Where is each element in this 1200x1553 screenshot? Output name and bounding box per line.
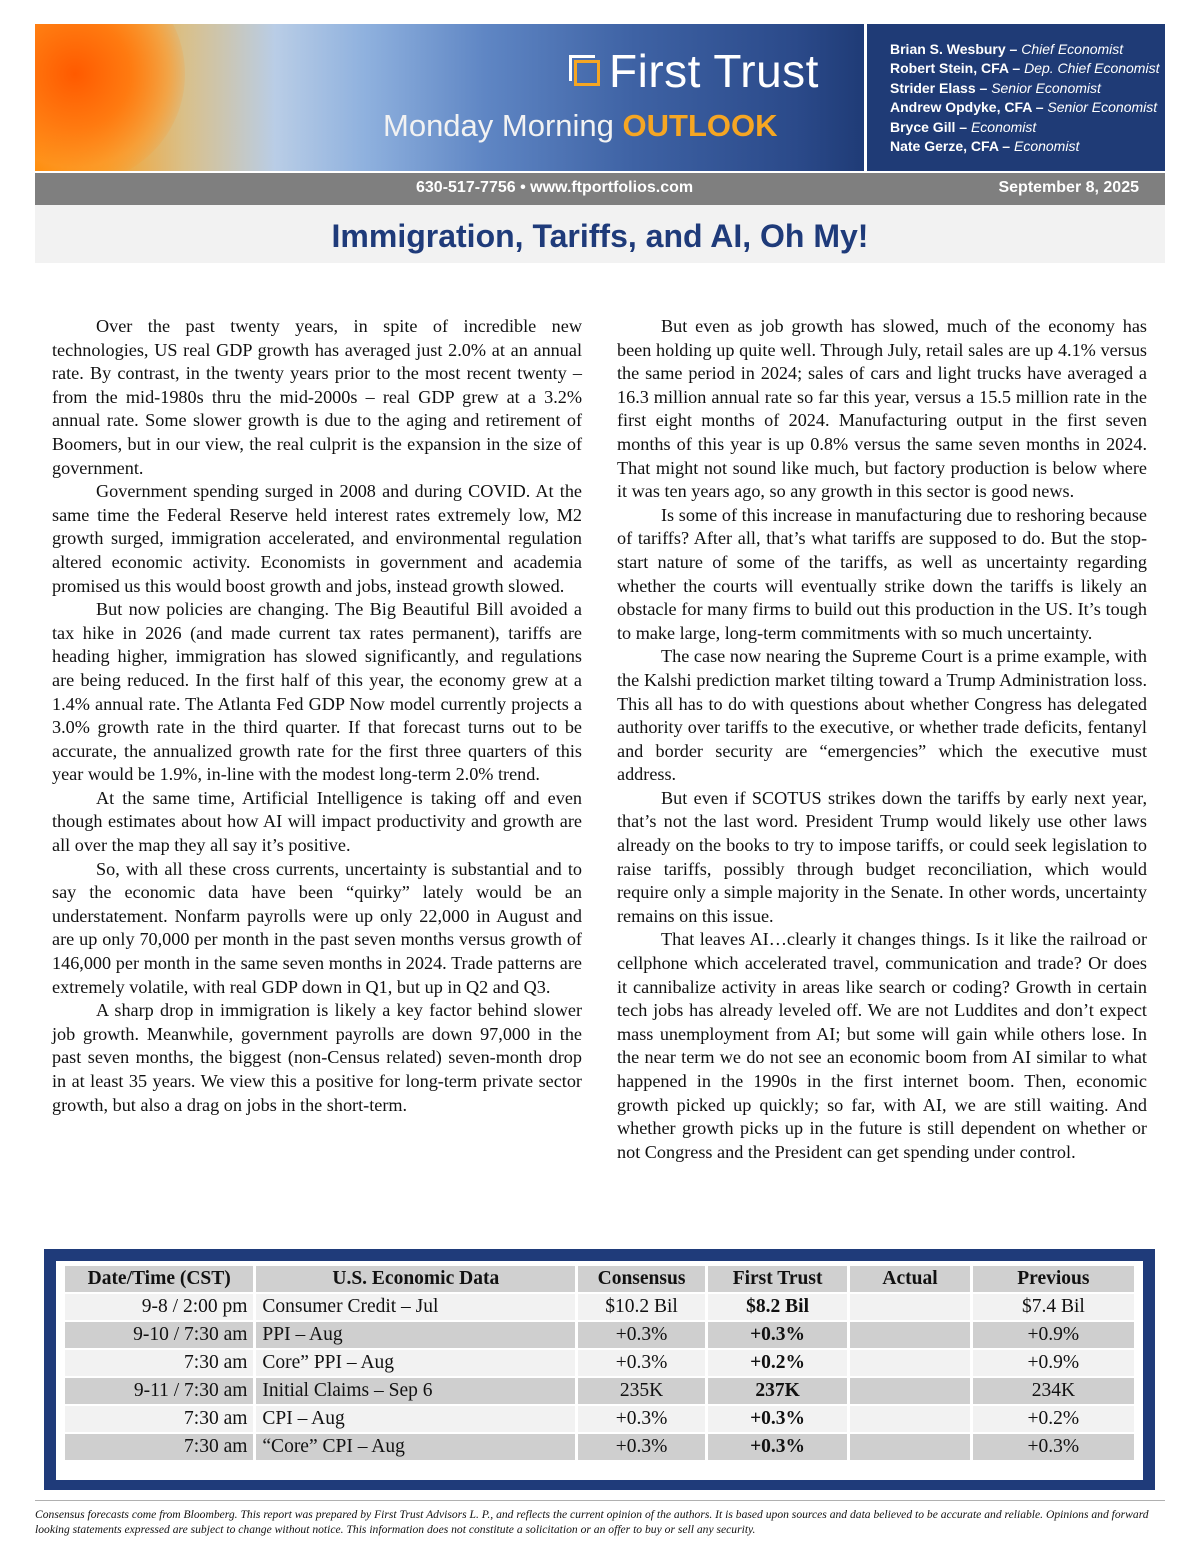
table-header-cell: Date/Time (CST): [65, 1266, 253, 1292]
table-header-cell: First Trust: [708, 1266, 847, 1292]
staff-member: [890, 98, 1159, 117]
banner-divider: [864, 24, 867, 171]
table-cell: +0.3%: [578, 1322, 705, 1348]
article-title: Immigration, Tariffs, and AI, Oh My!: [331, 218, 869, 254]
staff-separator: –: [975, 79, 992, 96]
table-cell: [850, 1350, 969, 1376]
publication-name: [383, 108, 778, 144]
article-paragraph: The case now nearing the Supreme Court is a prime example, with the Kalshi prediction market tilting toward a Trump Administration loss. This all has to do with questions about whether Congress has delegated authority over tariffs to the executive, or whether trade deficits, fentanyl and border security are “emergencies” which the executive must address.: [617, 646, 1147, 785]
table-cell: +0.3%: [578, 1406, 705, 1432]
table-cell: CPI – Aug: [256, 1406, 575, 1432]
contact-info: 630-517-7756 • www.ftportfolios.com: [416, 179, 694, 196]
table-cell: +0.3%: [708, 1434, 847, 1460]
staff-member: [890, 59, 1159, 78]
table-cell: “Core” CPI – Aug: [256, 1434, 575, 1460]
staff-name: Brian S. Wesbury: [890, 41, 1006, 57]
staff-name: Robert Stein, CFA: [890, 60, 1009, 77]
article-paragraph: But even if SCOTUS strikes down the tariffs by early next year, that’s not the last word. President Trump would likely use other laws already on the books to try to impose tariffs, or could seek legislation to raise tariffs, possibly through budget reconciliation, which would require only a simple majority in the Senate. In other words, uncertainty remains on this issue.: [617, 787, 1147, 926]
table-cell: Consumer Credit – Jul: [256, 1294, 575, 1320]
table-header-row: [65, 1266, 1134, 1292]
table-cell: Initial Claims – Sep 6: [256, 1378, 575, 1404]
table-header-cell: U.S. Economic Data: [256, 1266, 575, 1292]
staff-separator: –: [1031, 99, 1048, 116]
staff-separator: –: [1005, 41, 1022, 57]
table-cell: 235K: [578, 1378, 705, 1404]
table-cell: [850, 1406, 969, 1432]
table-cell: +0.2%: [973, 1406, 1134, 1432]
table-header-cell: Previous: [973, 1266, 1134, 1292]
table-cell: +0.9%: [973, 1322, 1134, 1348]
staff-member: [890, 137, 1159, 156]
article-paragraph: Is some of this increase in manufacturing due to reshoring because of tariffs? After all, that’s what tariffs are supposed to do. But the stop-start nature of some of the tariffs, as well as uncertainty regarding whether the courts will eventually strike down the tariffs is likely an obstacle for many firms to build out this production in the US. It’s tough to make large, long-term commitments with so much uncertainty.: [617, 504, 1147, 643]
staff-separator: –: [955, 118, 971, 135]
table-cell: +0.3%: [973, 1434, 1134, 1460]
article-paragraph: But even as job growth has slowed, much of the economy has been holding up quite well. Through July, retail sales are up 4.1% versus the same period in 2024; sales of cars and light trucks have averaged a 16.3 million annual rate so far this year, versus a 15.5 million rate in the first eight months of 2024. Manufacturing output in the first seven months of this year is up 0.8% versus the same seven months in 2024. That might not sound like much, but factory production is below where it was ten years ago, so any growth in this sector is good news.: [617, 316, 1147, 502]
economic-data-table: [62, 1264, 1137, 1462]
article-paragraph: Over the past twenty years, in spite of incredible new technologies, US real GDP growth has averaged just 2.0% at an annual rate. By contrast, in the twenty years prior to the most recent twenty – from the mid-1980s thru the mid-2000s – real GDP grew at a 3.2% annual rate. Some slower growth is due to the aging and retirement of Boomers, but in our view, the real culprit is the expansion in the size of government.: [52, 316, 582, 478]
title-bar: [35, 205, 1165, 263]
table-cell: 7:30 am: [65, 1434, 253, 1460]
table-cell: [850, 1378, 969, 1404]
first-trust-logo: [569, 46, 819, 96]
table-header-cell: Consensus: [578, 1266, 705, 1292]
staff-role: Dep. Chief Economist: [1024, 60, 1160, 77]
article-paragraph: Government spending surged in 2008 and during COVID. At the same time the Federal Reserve held interest rates extremely low, M2 growth surged, immigration accelerated, and environmental regulation altered economic activity. Economists in government and academia promised us this would boost growth and jobs, instead growth slowed.: [52, 481, 582, 596]
table-row: [65, 1406, 1134, 1432]
table-cell: +0.3%: [708, 1406, 847, 1432]
publication-date: September 8, 2025: [998, 179, 1139, 196]
table-cell: Core” PPI – Aug: [256, 1350, 575, 1376]
table-cell: $7.4 Bil: [973, 1294, 1134, 1320]
table-cell: 234K: [973, 1378, 1134, 1404]
staff-separator: –: [998, 138, 1014, 155]
article-column-left: [52, 315, 582, 1117]
header-banner: [35, 24, 1165, 171]
table-cell: 9-8 / 2:00 pm: [65, 1294, 253, 1320]
publication-prefix: Monday Morning: [383, 108, 623, 143]
table-cell: 237K: [708, 1378, 847, 1404]
article-paragraph: But now policies are changing. The Big Beautiful Bill avoided a tax hike in 2026 (and made current tax rates permanent), tariffs are heading higher, immigration has slowed significantly, and regulations are being reduced. In the first half of this year, the economy grew at a 1.4% annual rate. The Atlanta Fed GDP Now model currently projects a 3.0% growth rate in the third quarter. If that forecast turns out to be accurate, the annualized growth rate for the first three quarters of this year would be 1.9%, in-line with the modest long-term 2.0% trend.: [52, 599, 582, 785]
article-paragraph: That leaves AI…clearly it changes things. Is it like the railroad or cellphone which accelerated travel, communication and trade? Or does it cannibalize activity in areas like search or coding? Growth in certain tech jobs has already leveled off. We are not Luddites and don’t expect mass unemployment from AI; but some will gain while others lose. In the near term we do not see an economic boom from AI similar to what happened in the 1990s in the first internet boom. Then, economic growth picked up quickly; so far, with AI, we are still waiting. And whether growth picks up in the future is still dependent on whether or not Congress and the President can get spending under control.: [617, 929, 1147, 1162]
table-row: [65, 1434, 1134, 1460]
article-paragraph: A sharp drop in immigration is likely a key factor behind slower job growth. Meanwhile, government payrolls are down 97,000 in the past seven months, the biggest (non-Census related) seven-month drop in at least 35 years. We view this a positive for long-term private sector growth, but also a drag on jobs in the short-term.: [52, 1000, 582, 1115]
table-cell: [850, 1322, 969, 1348]
economic-data-table-frame: [44, 1249, 1155, 1490]
disclaimer: Consensus forecasts come from Bloomberg. This report was prepared by First Trust Advisors L. P., and reflects the current opinion of the authors. It is based upon sources and data believed to be accurate and reliable. Opinions and forward looking statements expressed are subject to change without notice. This information does not constitute a solicitation or an offer to buy or sell any security.: [35, 1508, 1149, 1536]
table-cell: 7:30 am: [65, 1406, 253, 1432]
table-row: [65, 1378, 1134, 1404]
logo-mark-icon: [569, 55, 601, 87]
table-cell: +0.3%: [578, 1350, 705, 1376]
table-cell: $10.2 Bil: [578, 1294, 705, 1320]
staff-name: Andrew Opdyke, CFA: [890, 99, 1032, 116]
article-column-right: [617, 315, 1147, 1164]
table-row: [65, 1322, 1134, 1348]
table-cell: +0.9%: [973, 1350, 1134, 1376]
staff-member: [890, 40, 1159, 59]
staff-role: Senior Economist: [1047, 99, 1158, 116]
staff-role: Senior Economist: [991, 79, 1101, 96]
staff-role: Chief Economist: [1021, 41, 1124, 57]
table-header-cell: Actual: [850, 1266, 969, 1292]
table-cell: 7:30 am: [65, 1350, 253, 1376]
table-cell: [850, 1294, 969, 1320]
table-cell: +0.2%: [708, 1350, 847, 1376]
staff-name: Bryce Gill: [890, 118, 956, 135]
staff-member: [890, 79, 1159, 98]
staff-role: Economist: [970, 118, 1037, 135]
table-cell: 9-10 / 7:30 am: [65, 1322, 253, 1348]
staff-member: [890, 118, 1159, 137]
table-body: [65, 1294, 1134, 1460]
publication-highlight: OUTLOOK: [622, 108, 778, 143]
table-cell: PPI – Aug: [256, 1322, 575, 1348]
table-cell: 9-11 / 7:30 am: [65, 1378, 253, 1404]
contact-bar: [35, 173, 1165, 205]
staff-name: Strider Elass: [890, 79, 976, 96]
sunburst-graphic: [35, 24, 185, 171]
staff-list: [890, 40, 1159, 156]
table-row: [65, 1294, 1134, 1320]
brand-name: First Trust: [609, 45, 819, 97]
table-cell: $8.2 Bil: [708, 1294, 847, 1320]
footer-divider: [35, 1500, 1165, 1501]
article-paragraph: So, with all these cross currents, uncertainty is substantial and to say the economic data have been “quirky” lately would be an understatement. Nonfarm payrolls were up only 22,000 in August and are up only 70,000 per month in the past seven months versus growth of 146,000 per month in the same seven months in 2024. Trade patterns are extremely volatile, with real GDP down in Q1, but up in Q2 and Q3.: [52, 858, 582, 997]
table-cell: [850, 1434, 969, 1460]
table-cell: +0.3%: [578, 1434, 705, 1460]
staff-separator: –: [1008, 60, 1025, 77]
article-paragraph: At the same time, Artificial Intelligence is taking off and even though estimates about how AI will impact productivity and growth are all over the map they all say it’s positive.: [52, 787, 582, 856]
staff-name: Nate Gerze, CFA: [890, 138, 999, 155]
table-cell: +0.3%: [708, 1322, 847, 1348]
table-row: [65, 1350, 1134, 1376]
staff-role: Economist: [1013, 138, 1080, 155]
